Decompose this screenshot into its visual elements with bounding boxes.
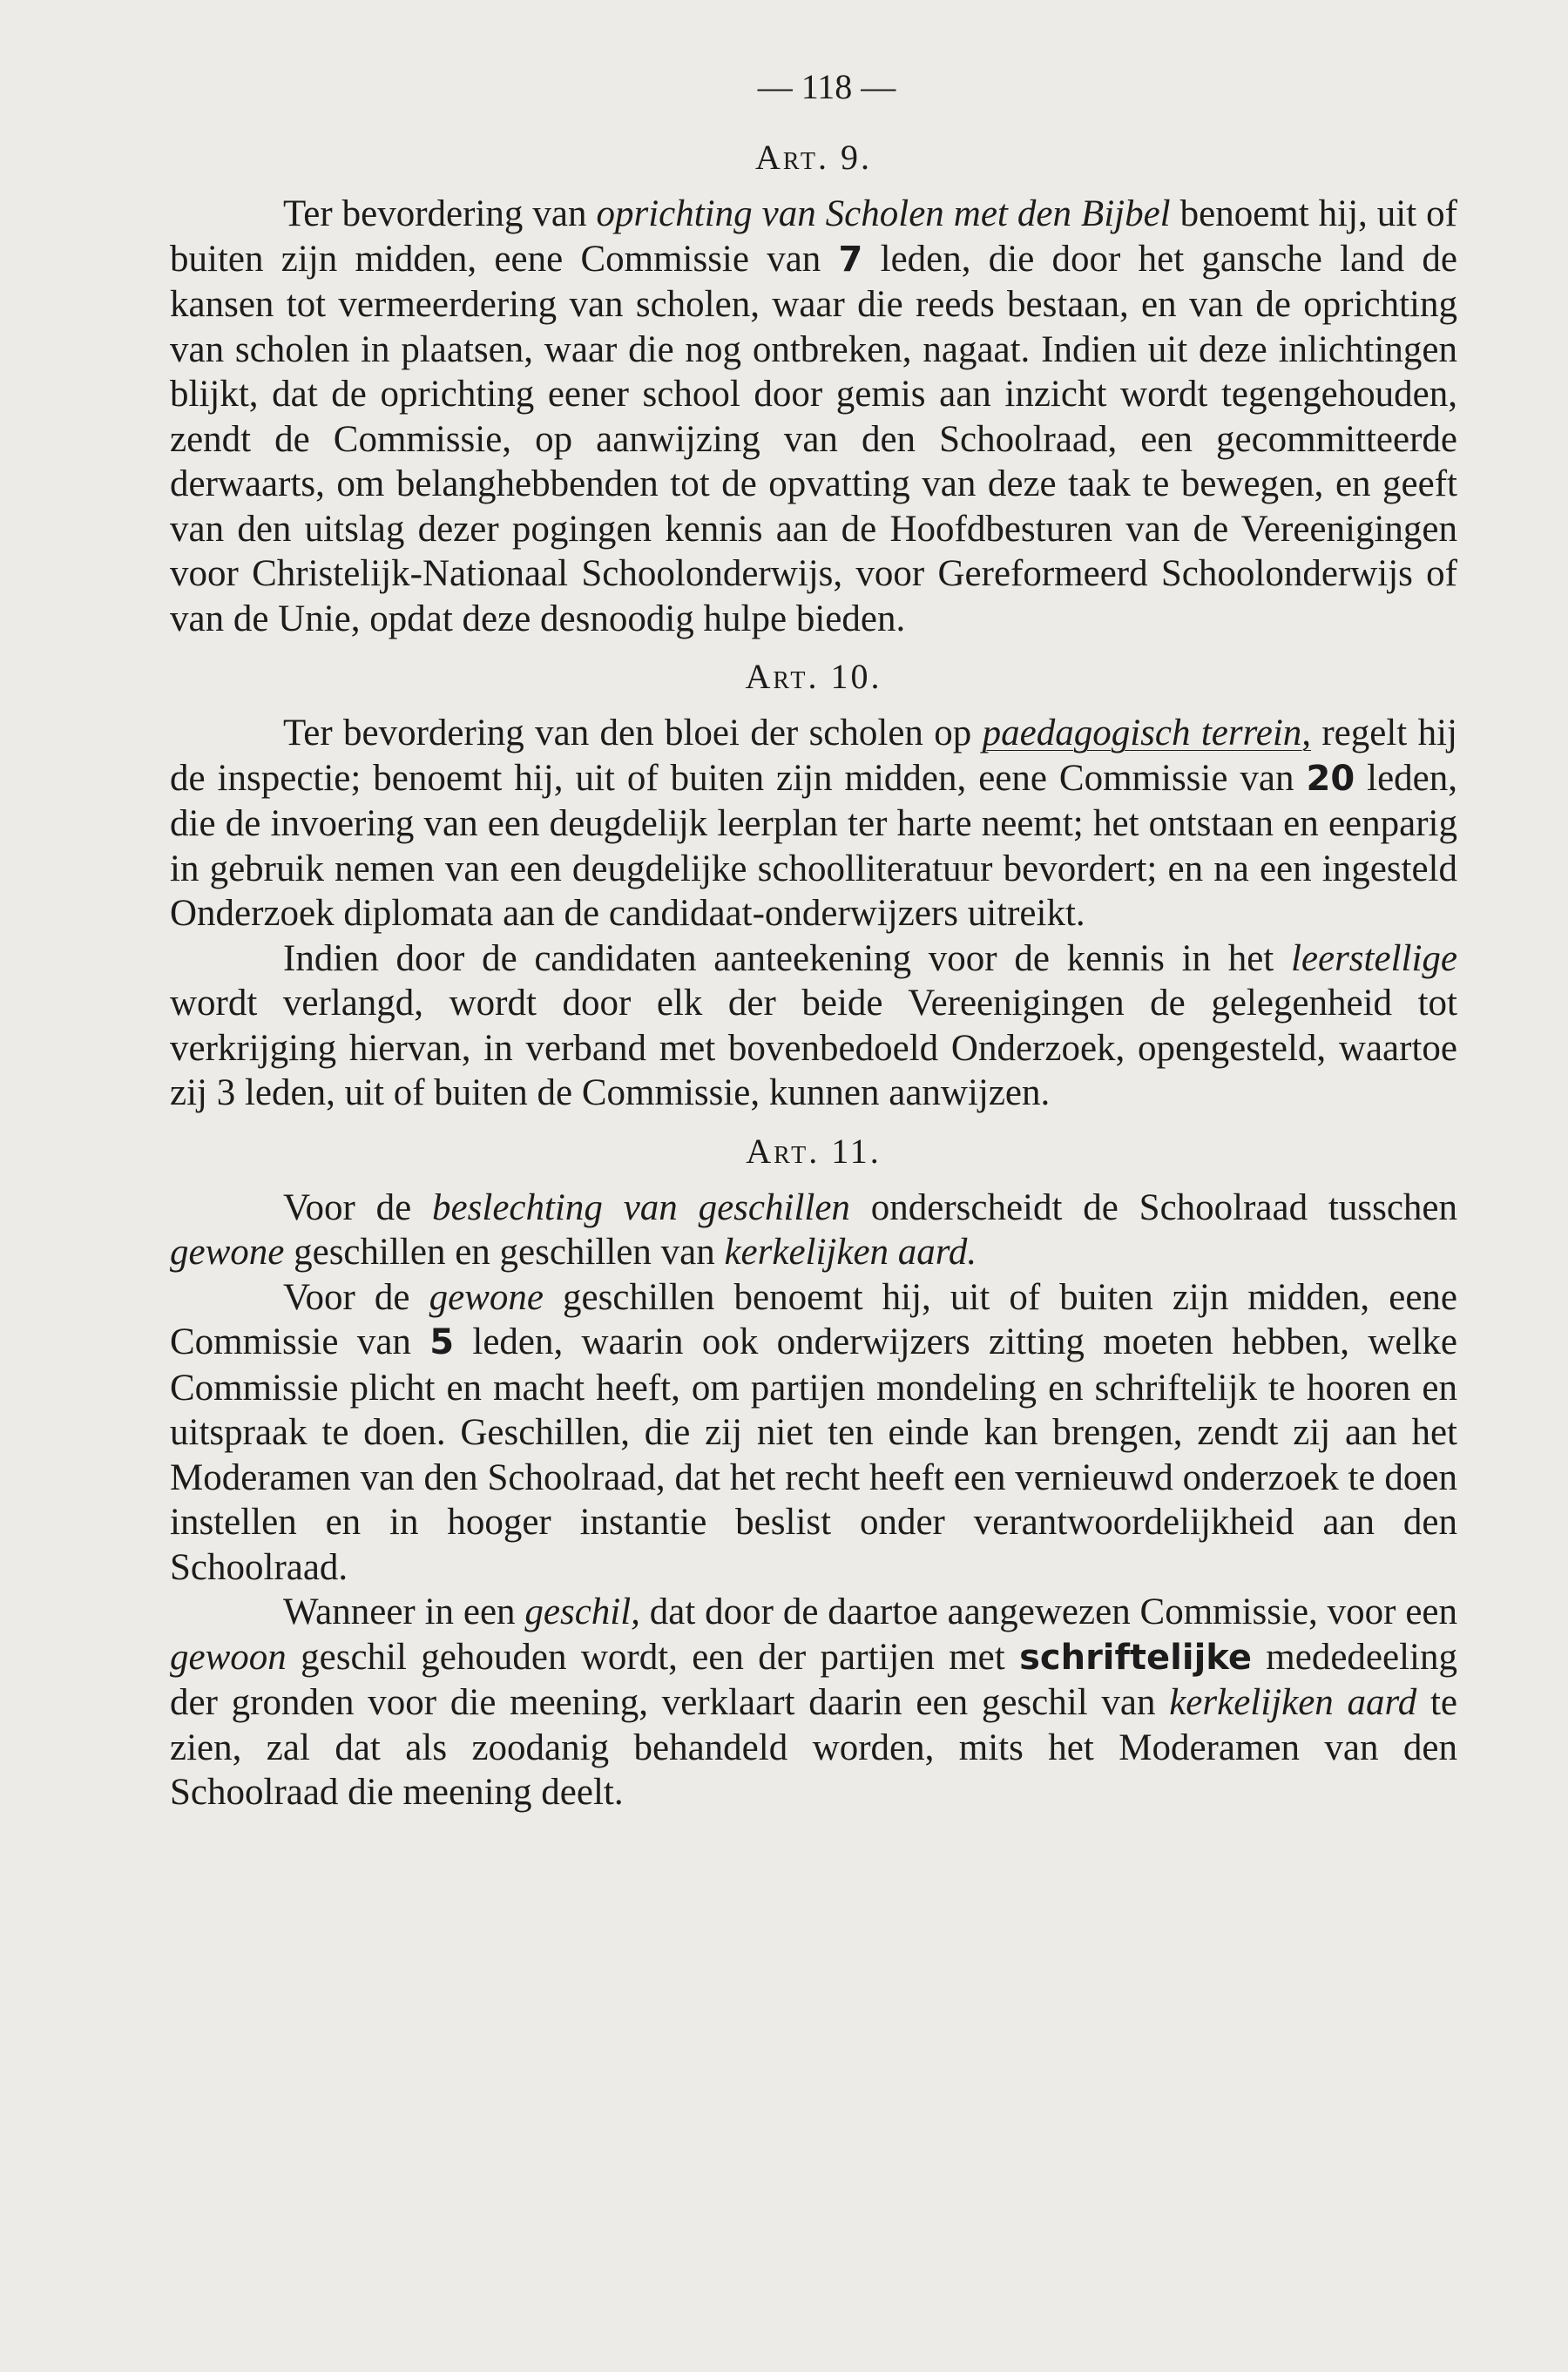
article-9-paragraph-1: Ter bevordering van oprichting van Scholen met den Bijbel benoemt hij, uit of buiten zijn midden, eene Commissie van 7 leden, die door het gansche land de kansen tot vermeerdering van scholen, waar die reeds bestaan, en van de oprichting van scholen in plaatsen, waar die nog ontbreken, nagaat. Indien uit deze inlichtingen blijkt, dat de oprichting eener school door gemis aan inzicht wordt tegengehouden, zendt de Commissie, op aanwijzing van den Schoolraad, een gecommitteerde derwaarts, om belanghebbenden tot de opvatting van deze taak te bewegen, en geeft van den uitslag dezer pogingen kennis aan de Hoofdbesturen van de Vereenigingen voor Christelijk-Nationaal Schoolonderwijs, voor Gereformeerd Schoolonderwijs of van de Unie, opdat deze desnoodig hulpe bieden.: [170, 193, 1457, 639]
bold-number: 20: [1306, 758, 1355, 799]
italic-phrase: beslechting van geschillen: [432, 1186, 850, 1228]
article-11-paragraph-2: Voor de gewone geschillen benoemt hij, uit of buiten zijn midden, eene Commissie van 5 leden, waarin ook onderwijzers zitting moeten hebben, welke Commissie plicht en macht heeft, om partijen mondeling en schriftelijk te hooren en uitspraak te doen. Geschillen, die zij niet ten einde kan brengen, zendt zij aan het Moderamen van den Schoolraad, dat het recht heeft een vernieuwd onderzoek te doen instellen en in hooger instantie beslist onder verantwoordelijkheid aan den Schoolraad.: [170, 1276, 1458, 1588]
italic-phrase: paedagogisch terrein,: [982, 713, 1312, 753]
italic-phrase: gewone: [429, 1276, 544, 1318]
article-11-paragraph-3: Wanneer in een geschil, dat door de daartoe aangewezen Commissie, voor een gewoon geschil gehouden wordt, een der partijen met schriftelijke mededeeling der gronden voor die meening, verklaart daarin een geschil van kerkelijken aard te zien, zal dat als zoodanig behandeld worden, mits het Moderamen van den Schoolraad die meening deelt.: [170, 1591, 1457, 1813]
page-number: — 118 —: [757, 67, 896, 106]
bold-number: 7: [838, 239, 863, 280]
article-10-paragraph-2: Indien door de candidaten aanteekening voor de kennis in het leerstellige wordt verlangd, wordt door elk der beide Vereenigingen de gelegenheid tot verkrijging hiervan, in verband met bovenbedoeld Onderzoek, opengesteld, waartoe zij 3 leden, uit of buiten de Commissie, kunnen aanwijzen.: [170, 937, 1457, 1113]
italic-phrase: gewoon: [170, 1636, 287, 1678]
italic-phrase: kerkelijken aard.: [724, 1232, 977, 1273]
article-10-paragraph-1: Ter bevordering van den bloei der scholen op paedagogisch terrein, regelt hij de inspectie; benoemt hij, uit of buiten zijn midden, eene Commissie van 20 leden, die de invoering van een deugdelijk leerplan ter harte neemt; het ontstaan en eenparig in gebruik nemen van een deugdelijke schoolliteratuur bevordert; en na een ingesteld Onderzoek diplomata aan de candidaat-onderwijzers uitreikt.: [170, 713, 1457, 934]
article-heading-11: Art. 11.: [746, 1131, 882, 1171]
italic-phrase: leerstellige: [1290, 937, 1457, 979]
article-heading-10: Art. 10.: [745, 657, 882, 696]
bold-number: 5: [429, 1322, 455, 1362]
bold-word: schriftelijke: [1019, 1637, 1252, 1678]
italic-phrase: oprichting van Scholen met den Bijbel: [596, 193, 1171, 234]
italic-phrase: gewone: [170, 1232, 285, 1273]
text-column: [170, 52, 1457, 1815]
article-11-paragraph-1: Voor de beslechting van geschillen onderscheidt de Schoolraad tusschen gewone geschillen en geschillen van kerkelijken aard.: [170, 1186, 1458, 1273]
italic-phrase: kerkelijken aard: [1169, 1682, 1417, 1723]
italic-phrase: geschil,: [524, 1591, 640, 1632]
article-heading-9: Art. 9.: [755, 138, 872, 177]
